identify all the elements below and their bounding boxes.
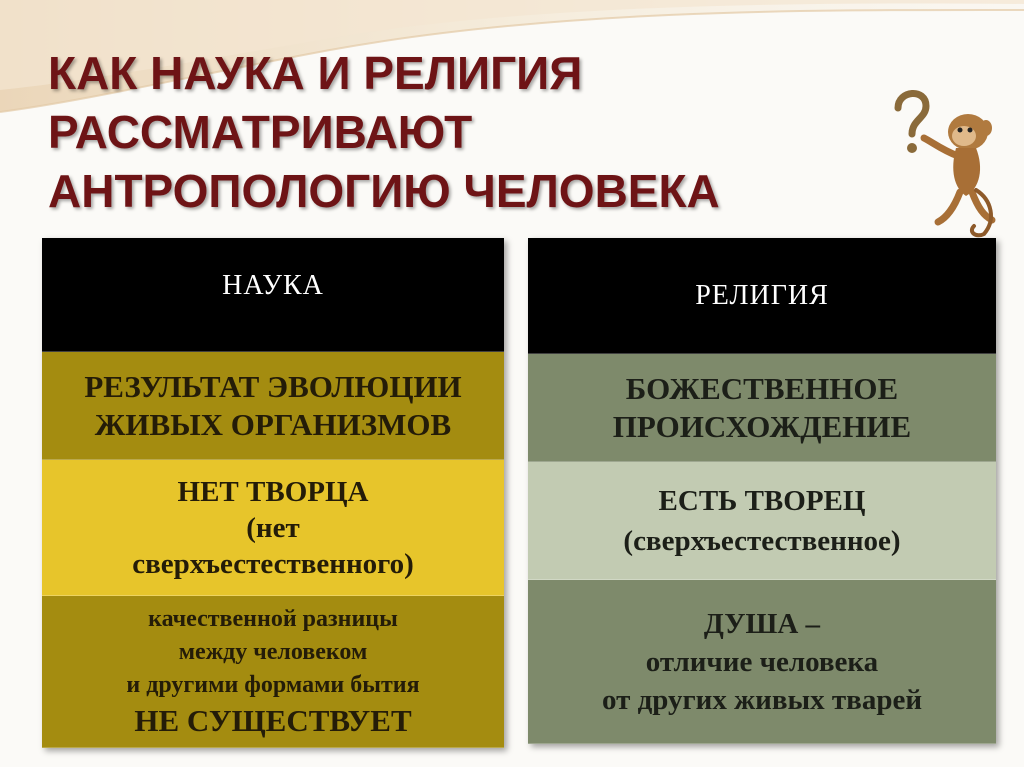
science-header: НАУКА bbox=[42, 238, 504, 352]
religion-soul-cell bbox=[528, 580, 996, 744]
religion-header: РЕЛИГИЯ bbox=[528, 238, 996, 354]
religion-origin-line-2: ПРОИСХОЖДЕНИЕ bbox=[612, 408, 912, 444]
science-origin-line-1: РЕЗУЛЬТАТ ЭВОЛЮЦИИ bbox=[84, 368, 462, 404]
title-line-2: РАССМАТРИВАЮТ bbox=[48, 106, 473, 158]
religion-creator-cell bbox=[528, 462, 996, 580]
religion-creator-line-2: (сверхъестественное) bbox=[623, 524, 901, 557]
science-difference-line-1: качественной разницы bbox=[148, 606, 398, 632]
title-line-1: КАК НАУКА И РЕЛИГИЯ bbox=[48, 47, 583, 99]
religion-creator-line-1: ЕСТЬ ТВОРЕЦ bbox=[658, 484, 866, 517]
science-creator-line-2: (нет bbox=[246, 511, 300, 544]
science-creator-cell bbox=[42, 460, 504, 596]
religion-origin-line-1: БОЖЕСТВЕННОЕ bbox=[625, 370, 899, 406]
science-origin-line-2: ЖИВЫХ ОРГАНИЗМОВ bbox=[94, 406, 452, 442]
title-line-3: АНТРОПОЛОГИЮ ЧЕЛОВЕКА bbox=[48, 165, 720, 217]
science-creator-line-3: сверхъестественного) bbox=[132, 547, 414, 580]
monkey-with-question-mark-illustration bbox=[880, 80, 1000, 240]
question-mark-icon bbox=[898, 93, 926, 153]
religion-soul-line-1: ДУША – bbox=[703, 607, 821, 640]
religion-soul-line-2: отличие человека bbox=[645, 645, 879, 678]
science-origin-cell bbox=[42, 352, 504, 460]
science-difference-cell bbox=[42, 596, 504, 748]
religion-soul-line-3: от других живых тварей bbox=[601, 683, 923, 716]
science-column bbox=[42, 238, 504, 748]
science-difference-line-3: и другими формами бытия bbox=[126, 672, 420, 698]
science-difference-line-4: НЕ СУЩЕСТВУЕТ bbox=[134, 703, 412, 738]
page-title bbox=[48, 44, 848, 221]
religion-origin-cell bbox=[528, 354, 996, 462]
monkey-icon bbox=[924, 114, 992, 235]
science-creator-line-1: НЕТ ТВОРЦА bbox=[177, 475, 369, 508]
science-difference-line-2: между человеком bbox=[178, 639, 368, 665]
religion-column bbox=[528, 238, 996, 744]
